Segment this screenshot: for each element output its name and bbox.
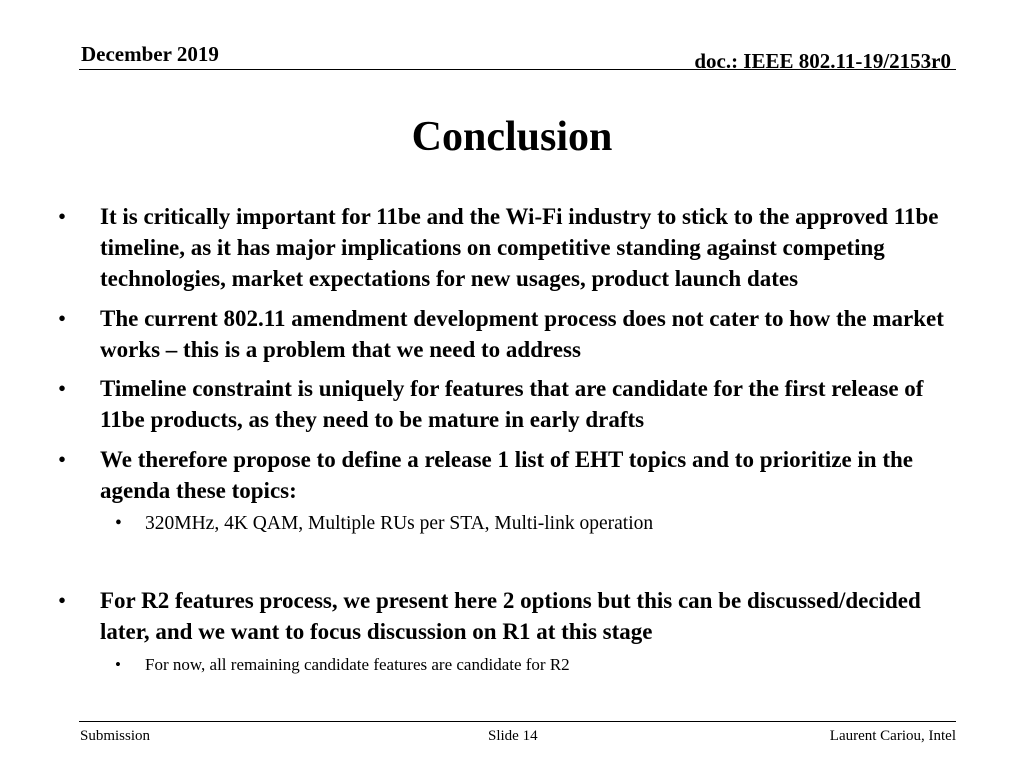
sub-bullet-dot: •	[115, 655, 121, 674]
footer-submission: Submission	[80, 728, 151, 744]
bullet-dot: •	[58, 588, 67, 613]
header-divider	[79, 69, 956, 70]
sub-bullet-text: 320MHz, 4K QAM, Multiple RUs per STA, Multi-link operation	[145, 513, 654, 534]
sub-bullet-item-2	[58, 653, 958, 677]
bullet-item-5	[58, 585, 958, 647]
header-doc-id: doc.: IEEE 802.11-19/2153r0	[694, 49, 951, 73]
footer-divider	[79, 721, 956, 722]
footer-slide-number: Slide 14	[488, 728, 538, 744]
bullet-dot: •	[58, 204, 67, 229]
bullet-text: For R2 features process, we present here 2 options but this can be discussed/decided later, and we want to focus discussion on R1 at this stage	[100, 588, 921, 644]
sub-bullet-item-1	[58, 512, 958, 536]
header-date: December 2019	[81, 42, 219, 66]
sub-bullet-dot: •	[115, 513, 122, 534]
bullet-text: It is critically important for 11be and the Wi-Fi industry to stick to the approved 11be timeline, as it has major implications on competitive standing against competing technologies, market expectations for new usages, product launch dates	[100, 204, 939, 291]
bullet-dot: •	[58, 447, 67, 472]
footer-author: Laurent Cariou, Intel	[829, 728, 956, 744]
bullet-item-4	[58, 444, 958, 506]
bullet-dot: •	[58, 376, 67, 401]
bullet-text: Timeline constraint is uniquely for features that are candidate for the first release of 11be products, as they need to be mature in early drafts	[100, 376, 924, 432]
bullet-item-2	[58, 303, 958, 365]
slide-body	[58, 201, 958, 677]
bullet-text: The current 802.11 amendment development process does not cater to how the market works – this is a problem that we need to address	[100, 306, 944, 362]
bullet-text: We therefore propose to define a release 1 list of EHT topics and to prioritize in the agenda these topics:	[100, 447, 914, 503]
slide-title: Conclusion	[411, 114, 613, 160]
sub-bullet-text: For now, all remaining candidate features are candidate for R2	[145, 655, 570, 674]
bullet-item-3	[58, 373, 958, 435]
bullet-item-1	[58, 201, 958, 294]
bullet-dot: •	[58, 306, 67, 331]
